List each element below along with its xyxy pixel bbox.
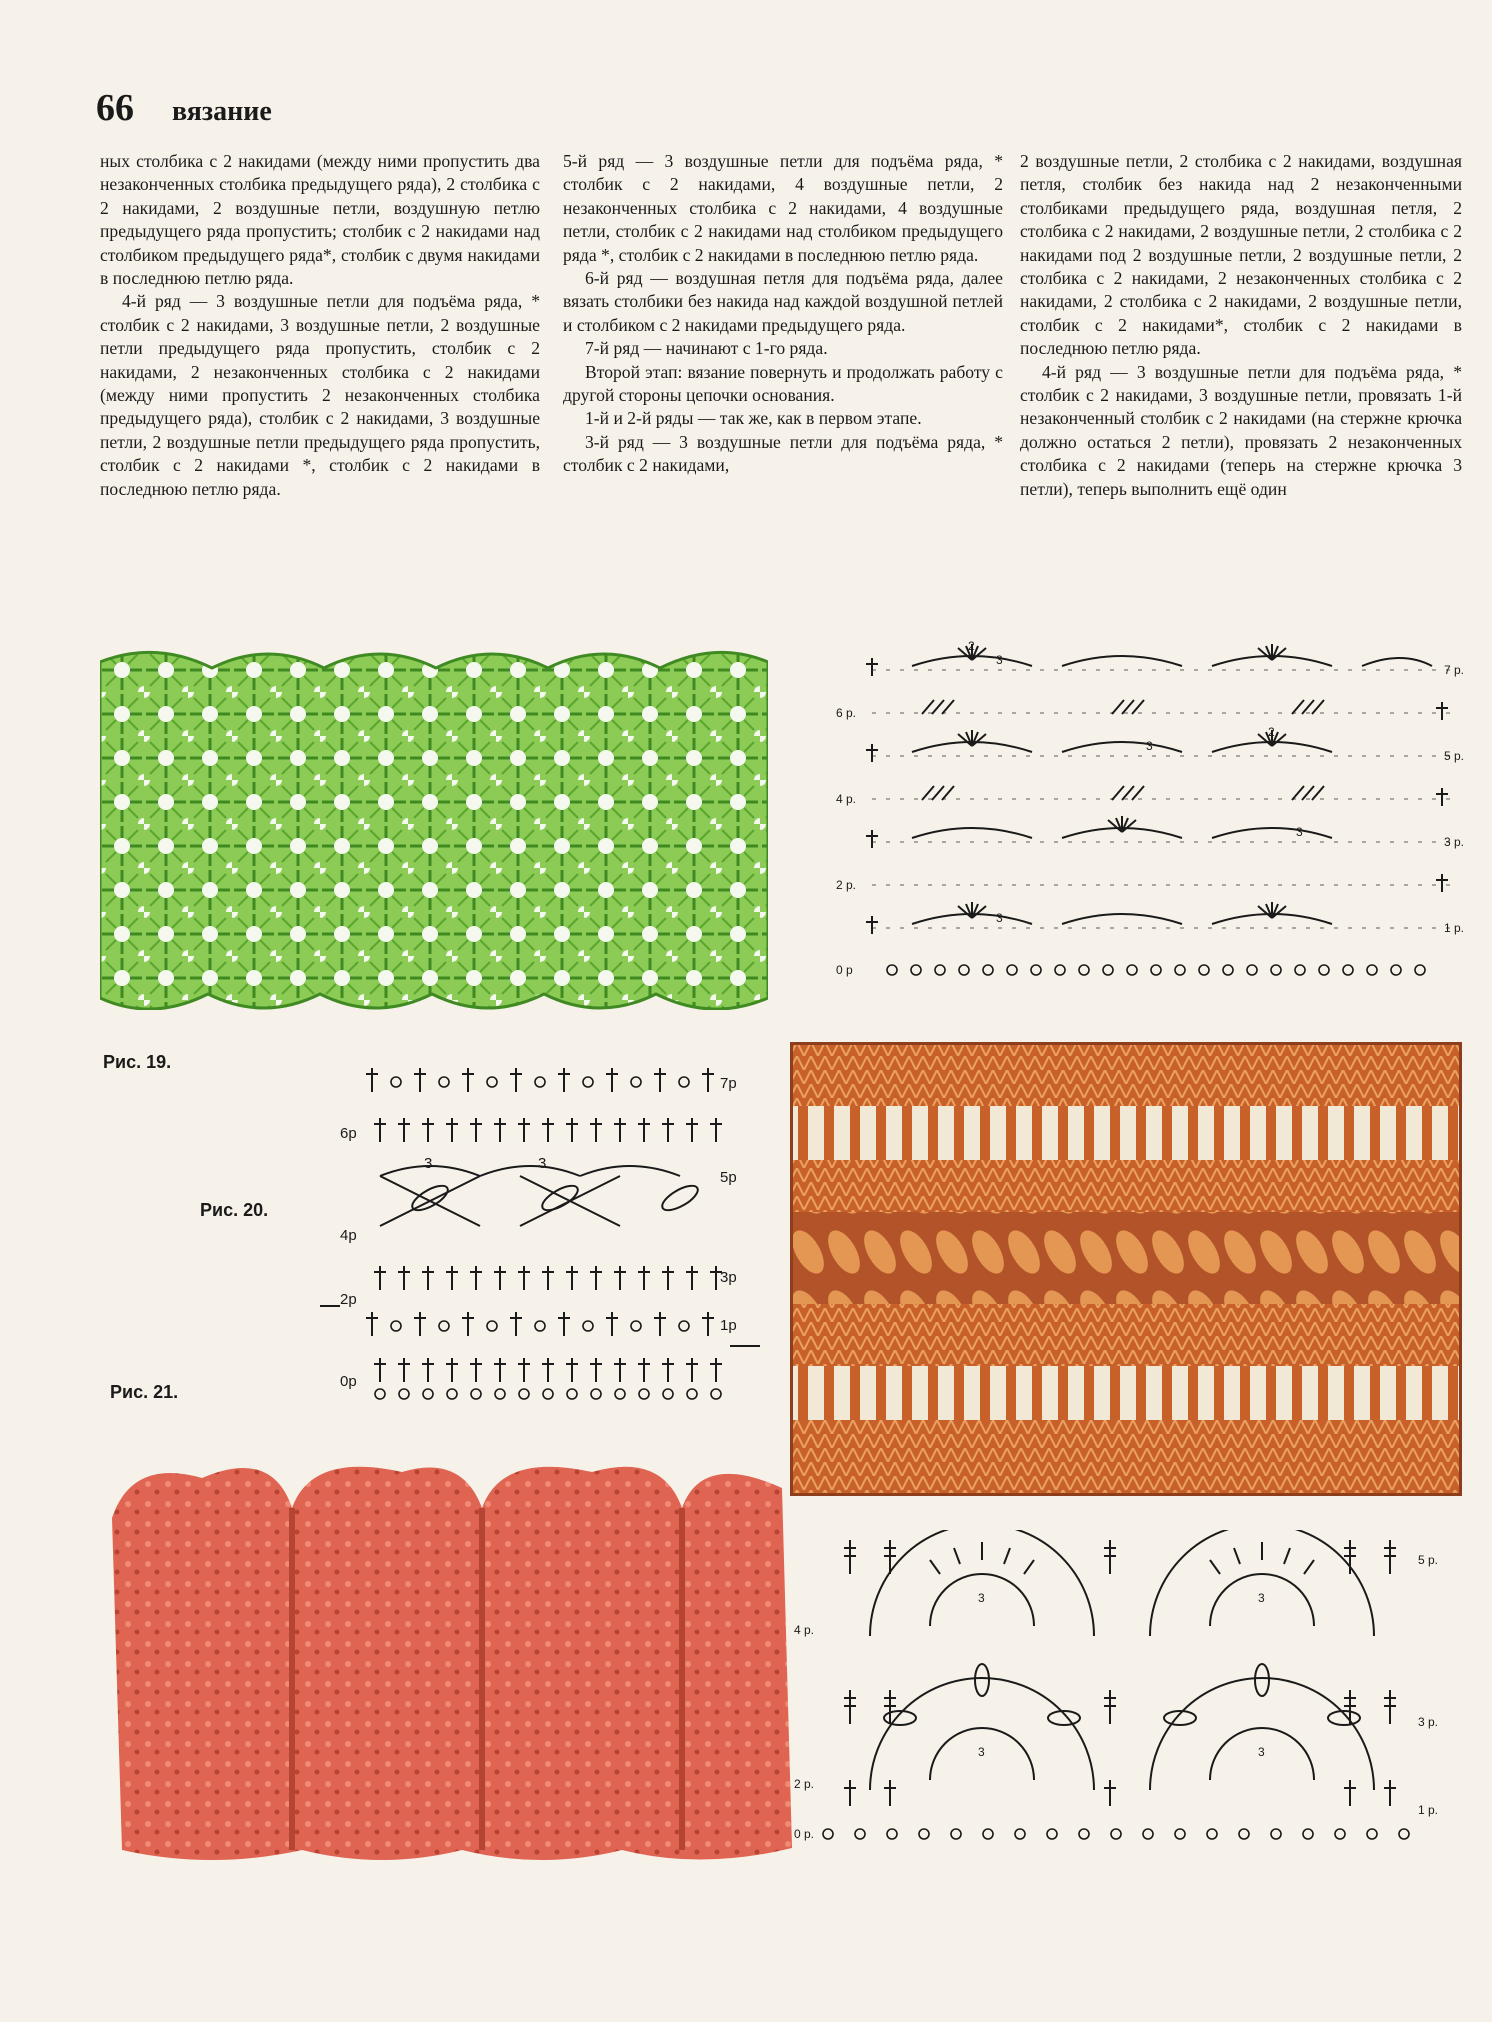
page-number: 66 — [96, 87, 134, 129]
crochet-diagram-2 — [320, 1058, 760, 1408]
figure-caption-20: Рис. 20. — [200, 1200, 269, 1220]
row-label-6: 6 р. — [836, 706, 857, 720]
row-label-4: 4 р. — [836, 792, 857, 806]
crochet-diagram-3 — [790, 1530, 1470, 1850]
paragraph: Второй этап: вязание повернуть и продолжать работу с другой стороны цепочки основания. — [563, 361, 1003, 406]
green-lace-swatch-photo — [100, 648, 768, 1010]
paragraph: 5-й ряд — 3 воздушные петли для подъёма ряда, * столбик с 2 накидами, 4 воздушные петли, 2 незаконченных столбика с 2 накидами, 4 воздушные петли, столбик с 2 накидами над столбиком предыдущего ряда *, столбик с 2 накидами в последнюю петлю ряда. — [563, 151, 1003, 265]
row-label-7: 7 р. — [1444, 663, 1465, 677]
paragraph: 6-й ряд — воздушная петля для подъёма ряда, далее вязать столбики без накида над каждой воздушной петлей и столбиком с 2 накидами предыдущего ряда. — [563, 268, 1003, 335]
row-label-4: 4 р. — [794, 1623, 815, 1637]
row-label-2: 2 р. — [836, 878, 857, 892]
row-label-5: 5 р. — [1444, 749, 1465, 763]
paragraph: 1-й и 2-й ряды — так же, как в первом этапе. — [585, 408, 922, 429]
paragraph: 2 воздушные петли, 2 столбика с 2 накидами, воздушная петля, столбик без накида над 2 незаконченными столбиками предыдущего ряда, воздушная петля, 2 столбика с 2 накидами, 2 воздушные петли, 2 столбика с 2 накидами под 2 воздушные петли, 2 воздушные петли, 2 столбика с 2 накидами, 2 незаконченных столбика с 2 накидами, 2 столбика с 2 накидами, 2 воздушные петли, столбик с 2 накидами*, столбик с 2 накидами в последнюю петлю ряда. — [1020, 151, 1462, 359]
figure-caption-21: Рис. 21. — [110, 1382, 179, 1402]
pink-fan-swatch-photo — [102, 1458, 794, 1868]
row-label-0: 0р — [340, 1373, 357, 1390]
chain-count-label: 3 — [978, 1745, 985, 1759]
text-column-3 — [1020, 150, 1462, 501]
chain-count-label: 3 — [1258, 1591, 1265, 1605]
chain-count-label: 3 — [1296, 825, 1303, 839]
row-label-1: 1 р. — [1444, 921, 1465, 935]
row-label-3: 3р — [720, 1269, 737, 1286]
row-label-5: 5р — [720, 1169, 737, 1186]
row-label-3: 3 р. — [1418, 1715, 1439, 1729]
chain-count-label: 3 — [424, 1155, 433, 1172]
row-label-7: 7р — [720, 1075, 737, 1092]
fan-count-label: 2 — [1268, 725, 1275, 739]
paragraph: 4-й ряд — 3 воздушные петли для подъёма ряда, * столбик с 2 накидами, 3 воздушные петли, 2 воздушные петли предыдущего ряда пропустить, столбик с 2 накидами, 2 незаконченных столбика с 2 накидами (между ними пропустить 2 незаконченных столбика предыдущего ряда), столбик с 2 накидами, 3 воздушные петли, 2 воздушные петли предыдущего ряда пропустить, столбик с 2 накидами *, столбик с 2 накидами в последнюю петлю ряда. — [100, 291, 540, 499]
paragraph: 3-й ряд — 3 воздушные петли для подъёма ряда, * столбик с 2 накидами, — [563, 431, 1003, 476]
row-label-3: 3 р. — [1444, 835, 1465, 849]
row-label-1: 1р — [720, 1317, 737, 1334]
page-header — [96, 86, 272, 130]
row-label-1: 1 р. — [1418, 1803, 1439, 1817]
row-label-0: 0 р. — [794, 1827, 815, 1841]
chain-count-label: 3 — [1146, 739, 1153, 753]
text-column-2 — [563, 150, 1003, 478]
chain-count-label: 3 — [996, 653, 1003, 667]
chain-count-label: 3 — [1258, 1745, 1265, 1759]
chain-count-label: 3 — [978, 1591, 985, 1605]
paragraph: 7-й ряд — начинают с 1-го ряда. — [585, 338, 828, 359]
row-label-6: 6р — [340, 1125, 357, 1142]
orange-striped-swatch-photo — [790, 1042, 1462, 1496]
row-label-4: 4р — [340, 1227, 357, 1244]
row-label-5: 5 р. — [1418, 1553, 1439, 1567]
row-label-2: 2р — [340, 1291, 357, 1308]
fan-count-label: 2 — [968, 640, 975, 653]
section-title: вязание — [172, 96, 272, 127]
row-label-0: 0 р — [836, 963, 853, 977]
paragraph: 4-й ряд — 3 воздушные петли для подъёма ряда, * столбик с 2 накидами, 3 воздушные петли, провязать 1-й незаконченный столбик с 2 накидами (на стержне крючка должно остаться 2 петли), провязать 2 незаконченных столбика с 2 накидами (теперь на стержне крючка 3 петли), теперь выполнить ещё один — [1020, 361, 1462, 499]
chain-count-label: 3 — [996, 911, 1003, 925]
chain-count-label: 3 — [538, 1155, 547, 1172]
crochet-diagram-1 — [832, 640, 1472, 995]
text-column-1 — [100, 150, 540, 501]
row-label-2: 2 р. — [794, 1777, 815, 1791]
figure-caption-19: Рис. 19. — [103, 1052, 172, 1072]
paragraph: ных столбика с 2 накидами (между ними пропустить два незаконченных столбика предыдущего ряда), 2 столбика с 2 накидами, 2 воздушные петли, воздушную петлю предыдущего ряда пропустить; столбик с 2 накидами над столбиком предыдущего ряда*, столбик с двумя накидами в последнюю петлю ряда. — [100, 151, 540, 289]
